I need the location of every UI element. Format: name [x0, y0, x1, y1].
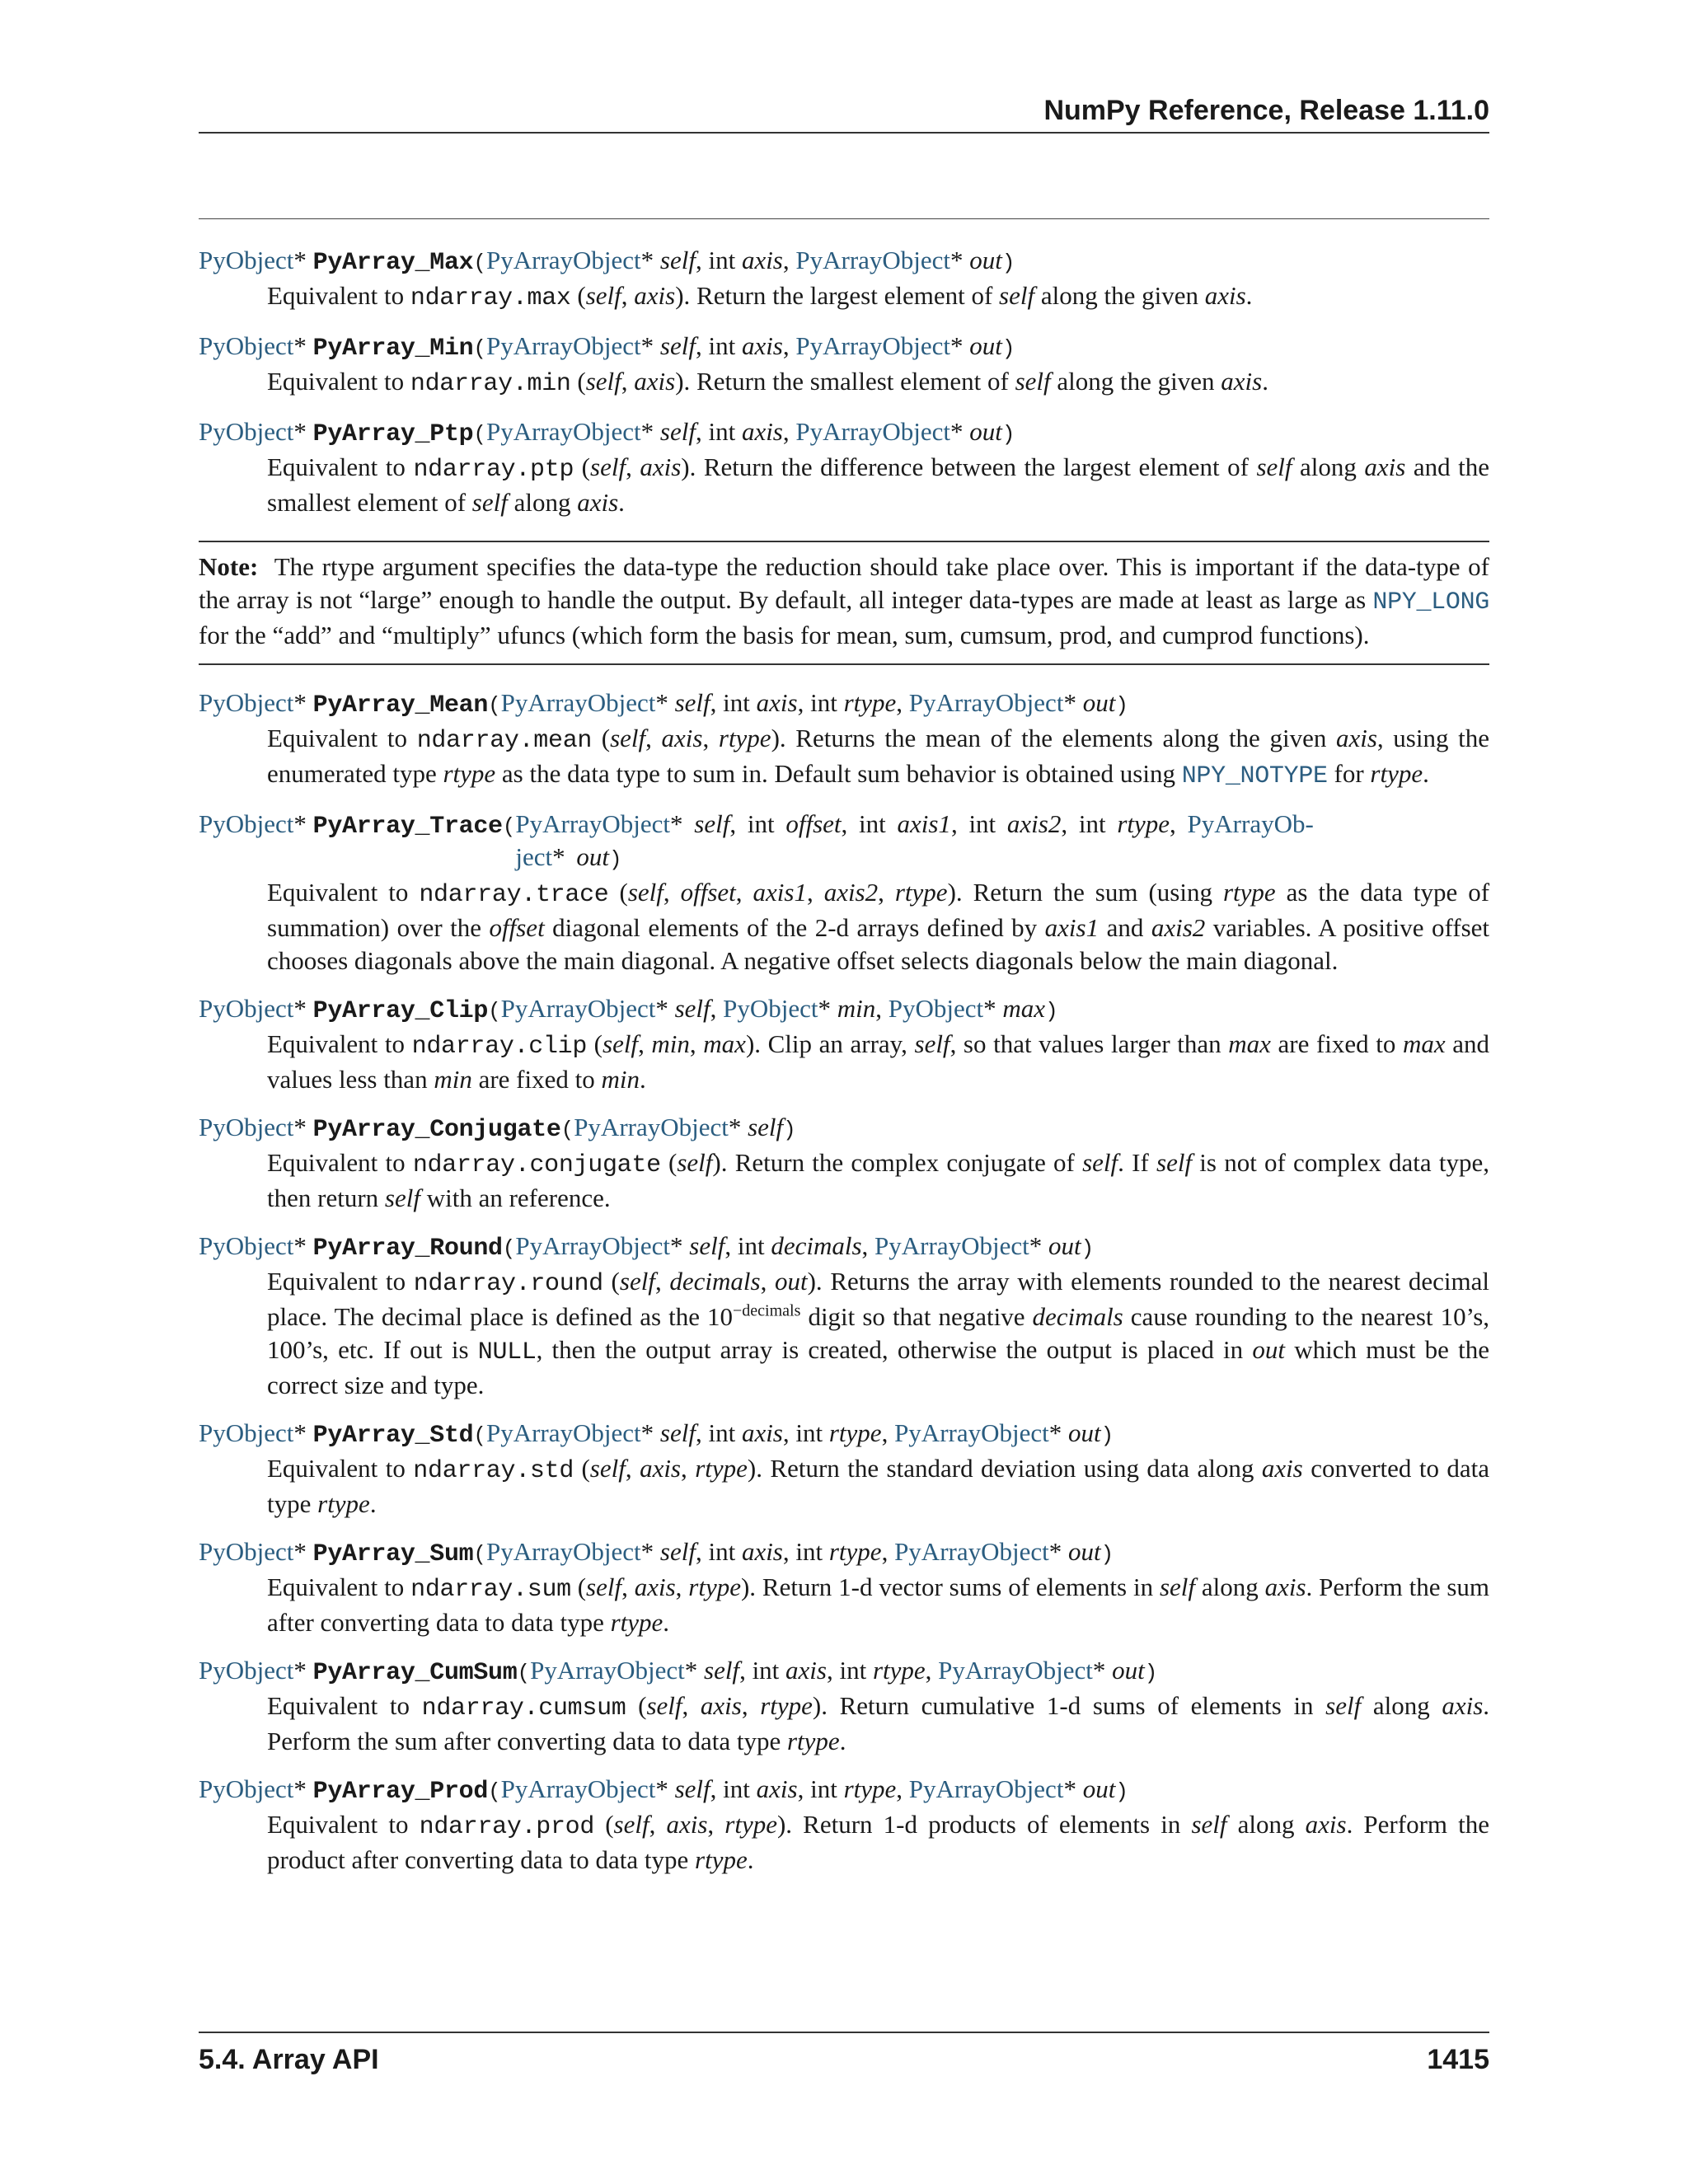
document-page	[199, 0, 1489, 2184]
function-name: PyArray_Sum	[312, 1540, 474, 1568]
param-type-link[interactable]: PyObject	[723, 994, 818, 1023]
method-reference: ndarray.conjugate	[412, 1151, 661, 1179]
function-signature: PyObject* PyArray_Conjugate(PyArrayObject* self)	[199, 1113, 796, 1144]
function-description: Equivalent to ndarray.max (self, axis). Return the largest element of self along the given axis.	[267, 281, 1253, 312]
function-description: Equivalent to ndarray.ptp (self, axis). Return the difference between the largest element of self along axis and the smallest element of self along axis.	[267, 452, 1490, 517]
function-entry-conjugate	[199, 1111, 1489, 1215]
function-signature: PyObject* PyArray_Trace( PyArrayObject* self, int offset, int axis1, int axis2, int rtype, PyArrayOb- ject* out)	[199, 809, 1314, 872]
param-type-link[interactable]: PyArrayObject	[500, 688, 656, 717]
return-type-link[interactable]: PyObject	[199, 1656, 294, 1685]
method-reference: ndarray.ptp	[413, 456, 574, 484]
function-signature: PyObject* PyArray_Round(PyArrayObject* self, int decimals, PyArrayObject* out)	[199, 1231, 1095, 1263]
param-type-link[interactable]: PyArrayObject	[485, 331, 641, 360]
method-reference: ndarray.mean	[416, 727, 593, 755]
param-type-link[interactable]: PyArrayObject	[795, 417, 951, 446]
function-name: PyArray_Conjugate	[312, 1116, 561, 1144]
function-description: Equivalent to ndarray.sum (self, axis, rtype). Return 1-d vector sums of elements in self along axis. Perform the sum after converting data to data type rtype.	[267, 1572, 1489, 1637]
running-header: NumPy Reference, Release 1.11.0	[1043, 95, 1489, 126]
function-name: PyArray_Round	[312, 1235, 503, 1263]
method-reference: ndarray.clip	[411, 1033, 588, 1061]
npy-notype-link[interactable]: NPY_NOTYPE	[1181, 762, 1328, 790]
function-description: Equivalent to ndarray.min (self, axis). Return the smallest element of self along the given axis.	[267, 367, 1268, 398]
param-type-link[interactable]: PyArrayObject	[500, 1774, 656, 1803]
function-entry-round	[199, 1230, 1489, 1402]
return-type-link[interactable]: PyObject	[199, 809, 294, 838]
note-label: Note:	[199, 552, 259, 581]
param-type-link[interactable]: PyArrayObject	[908, 688, 1064, 717]
function-description: Equivalent to ndarray.cumsum (self, axis, rtype). Return cumulative 1-d sums of elements in self along axis. Perform the sum after converting data to data type rtype.	[267, 1691, 1490, 1755]
function-entry-ptp	[199, 415, 1489, 519]
return-type-link[interactable]: PyObject	[199, 1231, 294, 1260]
method-reference: ndarray.max	[410, 284, 571, 312]
param-type-link[interactable]: PyObject	[888, 994, 984, 1023]
method-reference: ndarray.prod	[419, 1813, 595, 1841]
method-reference: ndarray.round	[413, 1270, 603, 1298]
param-type-link[interactable]: PyArrayObject	[485, 417, 641, 446]
note-text: The rtype argument specifies the data-type the reduction should take place over. This is important if the data-type of the array is not “large” enough to handle the output. By default, all integer data-types are made at least as large as	[199, 552, 1489, 614]
function-name: PyArray_Max	[312, 249, 474, 277]
return-type-link[interactable]: PyObject	[199, 688, 294, 717]
footer-rule	[199, 2032, 1489, 2033]
method-reference: ndarray.sum	[410, 1576, 571, 1604]
function-description: Equivalent to ndarray.prod (self, axis, rtype). Return 1-d products of elements in self along axis. Perform the product after converting data to data type rtype.	[267, 1810, 1490, 1874]
function-entry-max	[199, 244, 1489, 315]
return-type-link[interactable]: PyObject	[199, 246, 294, 274]
function-signature: PyObject* PyArray_Mean(PyArrayObject* self, int axis, int rtype, PyArrayObject* out)	[199, 688, 1128, 719]
power-exponent: −decimals	[733, 1301, 801, 1320]
param-type-link[interactable]: PyArrayObject	[485, 246, 641, 274]
function-entry-std	[199, 1417, 1489, 1521]
param-type-link[interactable]: PyArrayObject	[515, 1231, 671, 1260]
function-description: Equivalent to ndarray.round (self, decimals, out). Returns the array with elements rounded to the nearest decimal place. The decimal place is defined as the $10^{-decimals}$ digit so that negative decimals cause rounding to the nearest 10’s, 100’s, etc. If out is NULL, then the output array is created, otherwise the output is placed in out which must be the correct size and type.	[267, 1267, 1490, 1399]
function-entry-sum	[199, 1535, 1489, 1639]
function-name: PyArray_Mean	[312, 691, 489, 719]
api-listing	[199, 244, 1489, 1891]
header-rule	[199, 132, 1489, 134]
param-type-link[interactable]: PyArrayObject	[795, 331, 951, 360]
method-reference: ndarray.cumsum	[421, 1694, 626, 1722]
return-type-link[interactable]: PyObject	[199, 994, 294, 1023]
param-type-link[interactable]: PyArrayObject	[574, 1113, 729, 1141]
function-name: PyArray_Min	[312, 335, 474, 363]
function-name: PyArray_Ptp	[312, 420, 474, 448]
return-type-link[interactable]: PyObject	[199, 417, 294, 446]
param-type-link[interactable]: PyArrayObject	[500, 994, 656, 1023]
param-type-link[interactable]: PyArrayObject	[874, 1231, 1029, 1260]
param-type-link[interactable]: PyArrayObject	[530, 1656, 685, 1685]
function-signature: PyObject* PyArray_Ptp(PyArrayObject* self, int axis, PyArrayObject* out)	[199, 417, 1015, 448]
method-reference: ndarray.trace	[419, 881, 609, 909]
param-type-link[interactable]: PyArrayObject	[908, 1774, 1064, 1803]
return-type-link[interactable]: PyObject	[199, 331, 294, 360]
param-type-link[interactable]: PyArrayObject	[795, 246, 951, 274]
return-type-link[interactable]: PyObject	[199, 1774, 294, 1803]
function-description: Equivalent to ndarray.std (self, axis, rtype). Return the standard deviation using data along axis converted to data type rtype.	[267, 1454, 1490, 1518]
param-type-link[interactable]: ject	[515, 842, 553, 871]
param-type-link[interactable]: PyArrayObject	[515, 809, 671, 838]
function-signature: PyObject* PyArray_Min(PyArrayObject* self, int axis, PyArrayObject* out)	[199, 331, 1015, 363]
function-name: PyArray_Prod	[312, 1778, 489, 1806]
param-type-link[interactable]: PyArrayObject	[938, 1656, 1093, 1685]
function-signature: PyObject* PyArray_Std(PyArrayObject* self, int axis, int rtype, PyArrayObject* out)	[199, 1418, 1114, 1450]
page-number: 1415	[1427, 2044, 1489, 2075]
function-description: Equivalent to ndarray.trace (self, offset, axis1, axis2, rtype). Return the sum (using rtype as the data type of summation) over the offset diagonal elements of the 2-d arrays defined by axis1 and axis2 variables. A positive offset chooses diagonals above the main diagonal. A negative offset selects diagonals below the main diagonal.	[267, 878, 1490, 975]
null-constant: NULL	[477, 1338, 537, 1366]
param-type-link[interactable]: PyArrayOb-	[1187, 809, 1314, 838]
function-entry-clip	[199, 992, 1489, 1096]
function-name: PyArray_CumSum	[312, 1659, 518, 1687]
function-description: Equivalent to ndarray.mean (self, axis, rtype). Returns the mean of the elements along the given axis, using the enumerated type rtype as the data type to sum in. Default sum behavior is obtained using NPY_NOTYPE for rtype.	[267, 724, 1489, 790]
function-signature: PyObject* PyArray_Prod(PyArrayObject* self, int axis, int rtype, PyArrayObject* out)	[199, 1774, 1128, 1806]
npy-long-link[interactable]: NPY_LONG	[1372, 588, 1489, 616]
footer-section: 5.4. Array API	[199, 2044, 379, 2075]
function-entry-trace	[199, 808, 1489, 977]
function-entry-prod	[199, 1773, 1489, 1877]
param-type-link[interactable]: PyArrayObject	[485, 1537, 641, 1566]
function-signature: PyObject* PyArray_Clip(PyArrayObject* self, PyObject* min, PyObject* max)	[199, 994, 1058, 1025]
param-type-link[interactable]: PyArrayObject	[894, 1418, 1049, 1447]
note-text-end: for the “add” and “multiply” ufuncs (which form the basis for mean, sum, cumsum, prod, and cumprod functions).	[199, 621, 1370, 649]
function-entry-min	[199, 330, 1489, 401]
return-type-link[interactable]: PyObject	[199, 1113, 294, 1141]
param-type-link[interactable]: PyArrayObject	[894, 1537, 1049, 1566]
note-box	[199, 541, 1489, 665]
function-entry-cumsum	[199, 1654, 1489, 1758]
return-type-link[interactable]: PyObject	[199, 1418, 294, 1447]
section-top-rule	[199, 218, 1489, 219]
function-name: PyArray_Std	[312, 1422, 474, 1450]
function-description: Equivalent to ndarray.clip (self, min, max). Clip an array, self, so that values larger than max are fixed to max and values less than min are fixed to min.	[267, 1029, 1490, 1094]
return-type-link[interactable]: PyObject	[199, 1537, 294, 1566]
param-type-link[interactable]: PyArrayObject	[485, 1418, 641, 1447]
power-base: 10	[707, 1302, 734, 1331]
function-name: PyArray_Clip	[312, 997, 489, 1025]
method-reference: ndarray.std	[413, 1457, 574, 1485]
method-reference: ndarray.min	[410, 370, 571, 398]
function-entry-mean	[199, 687, 1489, 793]
function-name: PyArray_Trace	[312, 813, 503, 841]
function-signature: PyObject* PyArray_Max(PyArrayObject* self, int axis, PyArrayObject* out)	[199, 246, 1015, 277]
function-signature: PyObject* PyArray_CumSum(PyArrayObject* self, int axis, int rtype, PyArrayObject* out)	[199, 1656, 1158, 1687]
function-description: Equivalent to ndarray.conjugate (self). Return the complex conjugate of self. If self is not of complex data type, then return self with an reference.	[267, 1148, 1489, 1212]
function-signature: PyObject* PyArray_Sum(PyArrayObject* self, int axis, int rtype, PyArrayObject* out)	[199, 1537, 1114, 1568]
